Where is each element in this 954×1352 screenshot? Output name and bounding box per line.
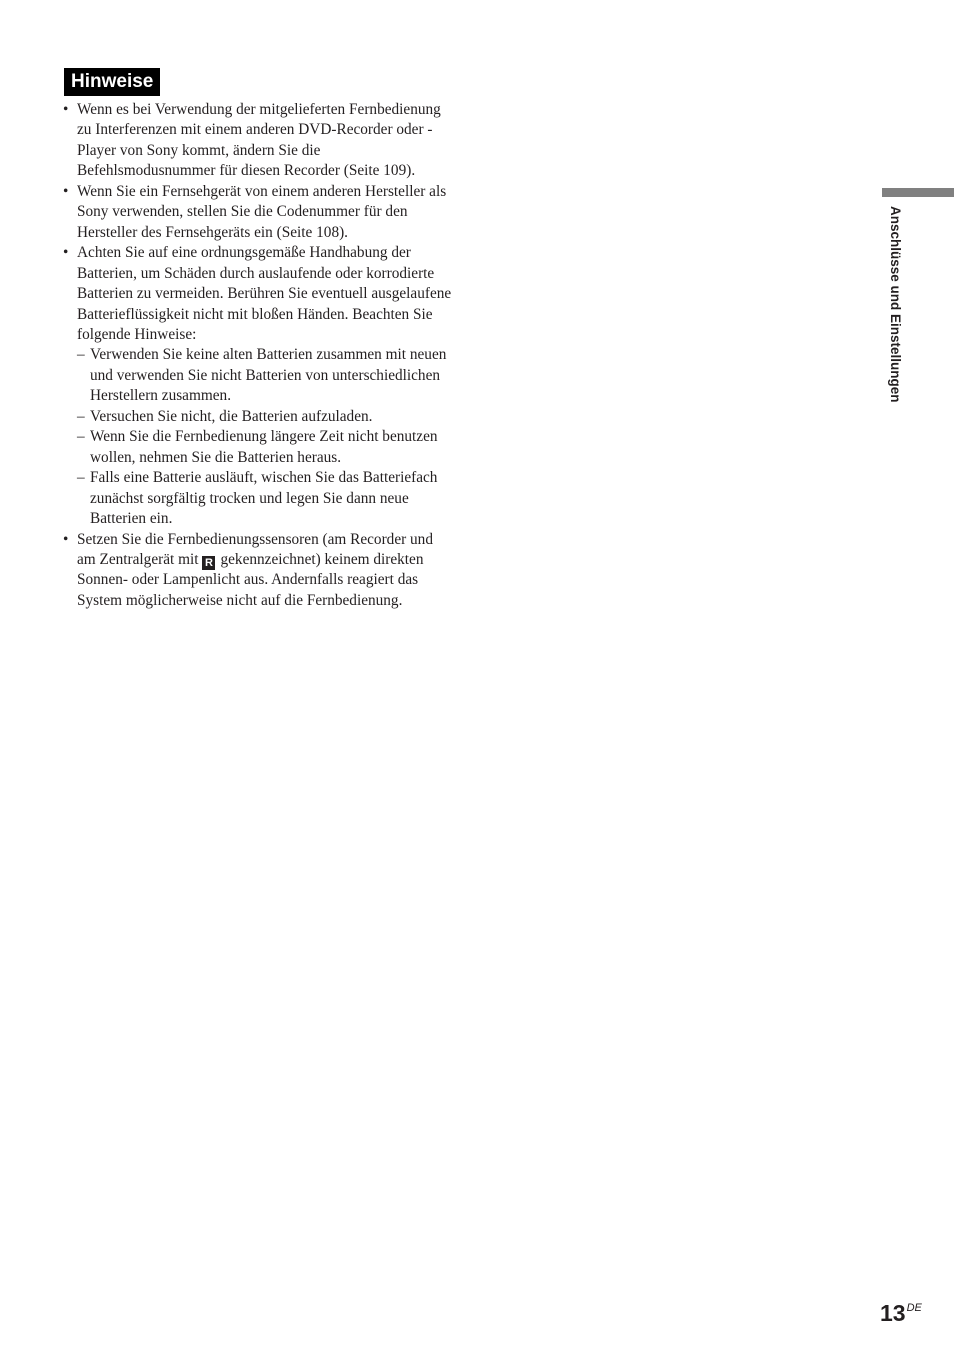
page-number-value: 13 <box>880 1300 906 1326</box>
note-text-before-icon: Setzen Sie die Fernbedienungssensoren (am Recorder und am Zentralgerät mit <box>77 530 433 568</box>
dash-icon: – <box>77 428 85 446</box>
bullet-icon: • <box>63 244 69 262</box>
bullet-icon: • <box>63 530 69 548</box>
sub-item-text: Versuchen Sie nicht, die Batterien aufzuladen. <box>90 407 373 425</box>
note-text: Achten Sie auf eine ordnungsgemäße Handhabung der Batterien, um Schäden durch auslaufende oder korrodierte Batterien zu vermeiden. Berühren Sie eventuell ausgelaufene Batterieflüssigkeit nicht mit bloßen Händen. Beachten Sie folgende Hinweise: <box>77 244 452 343</box>
note-item-interference <box>62 100 454 182</box>
sub-item-old-batteries <box>77 345 454 406</box>
note-item-sensors <box>62 530 454 612</box>
note-item-tv-code <box>62 182 454 243</box>
battery-sub-list <box>77 345 454 529</box>
bullet-icon: • <box>63 101 69 118</box>
remote-sensor-icon: R <box>202 556 215 570</box>
sub-item-text: Falls eine Batterie ausläuft, wischen Sie das Batteriefach zunächst sorgfältig trocken und legen Sie dann neue Batterien ein. <box>90 469 438 528</box>
bullet-icon: • <box>63 182 69 200</box>
dash-icon: – <box>77 407 85 425</box>
sub-item-text: Verwenden Sie keine alten Batterien zusammen mit neuen und verwenden Sie nicht Batterien von unterschiedlichen Herstellern zusammen. <box>90 346 447 405</box>
note-text: Wenn Sie ein Fernsehgerät von einem anderen Hersteller als Sony verwenden, stellen Sie die Codenummer für den Hersteller des Fernsehgeräts ein (Seite 108). <box>77 182 447 241</box>
notes-heading: Hinweise <box>64 68 160 96</box>
sub-item-remove-batteries <box>77 427 454 468</box>
dash-icon: – <box>77 346 85 364</box>
note-text: Wenn es bei Verwendung der mitgelieferten Fernbedienung zu Interferenzen mit einem anderen DVD-Recorder oder -Player von Sony kommt, ändern Sie die Befehlsmodusnummer für diesen Recorder (Seite 109). <box>77 101 441 180</box>
sub-item-no-recharge <box>77 407 454 427</box>
dash-icon: – <box>77 469 85 487</box>
notes-list <box>62 100 454 611</box>
section-tab-label: Anschlüsse und Einstellungen <box>888 206 903 403</box>
page-language-suffix: DE <box>906 1302 922 1314</box>
section-tab <box>884 206 906 426</box>
sub-item-leaking-battery <box>77 468 454 529</box>
page-number <box>880 1300 922 1327</box>
sub-item-text: Wenn Sie die Fernbedienung längere Zeit nicht benutzen wollen, nehmen Sie die Batterien heraus. <box>90 428 438 466</box>
note-text-after-icon: gekennzeichnet) keinem direkten Sonnen- oder Lampenlicht aus. Andernfalls reagiert das System möglicherweise nicht auf die Fernbedienung. <box>77 550 424 609</box>
section-marker-bar <box>882 188 954 197</box>
note-item-batteries <box>62 243 454 529</box>
